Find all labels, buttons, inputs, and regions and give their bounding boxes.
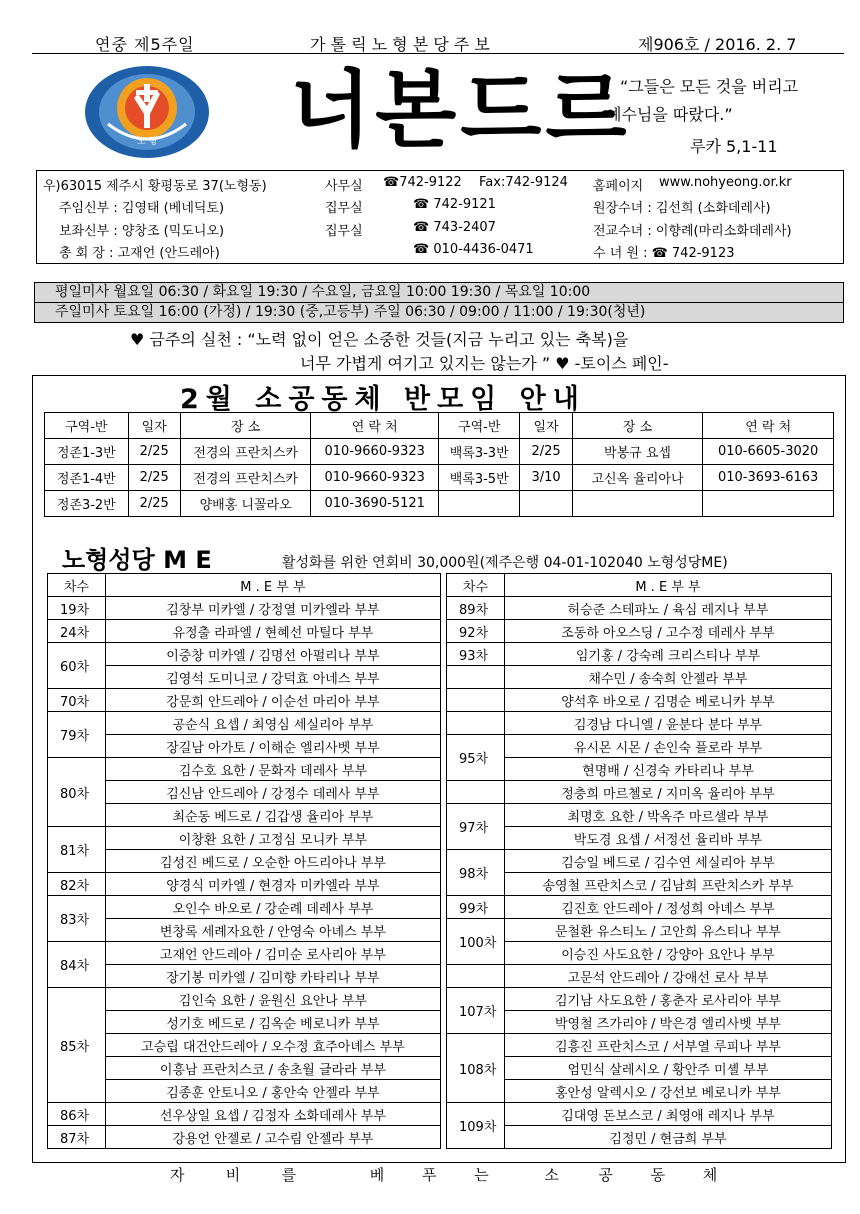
table-row — [447, 1011, 832, 1034]
assistant-pastor: 보좌신부 : 양창조 (믹도니오) — [59, 224, 225, 239]
couple-cell: 조동하 아오스딩 / 고수정 데레사 부부 — [504, 620, 831, 643]
round-cell: 100차 — [447, 919, 505, 965]
couple-cell: 고승립 대건안드레아 / 오수정 효주아녜스 부부 — [105, 1034, 440, 1057]
table-row — [447, 666, 832, 689]
couple-cell: 채수민 / 송숙희 안젤라 부부 — [504, 666, 831, 689]
table-cell: 전경의 프란치스카 — [180, 465, 311, 491]
table-row — [447, 988, 832, 1011]
couple-cell: 김창부 미카엘 / 강정열 미카엘라 부부 — [105, 597, 440, 620]
table-row — [45, 465, 834, 491]
round-cell — [447, 965, 505, 988]
table-cell: 박봉규 요셉 — [572, 439, 703, 465]
fax: Fax:742-9124 — [479, 175, 568, 190]
table-row — [48, 735, 441, 758]
col-area: 구역-반 — [438, 413, 520, 439]
col-contact: 연 락 처 — [311, 413, 438, 439]
rectory-label: 집무실 — [325, 201, 363, 216]
couple-cell: 김영석 도미니코 / 강덕효 아네스 부부 — [105, 666, 440, 689]
table-row — [48, 712, 441, 735]
table-cell — [703, 491, 834, 517]
logo-text: 노 형 — [136, 137, 158, 147]
round-cell: 70차 — [48, 689, 106, 712]
rectory2-phone: ☎ 743-2407 — [413, 220, 496, 235]
couple-cell: 박도경 요셉 / 서정선 율리바 부부 — [504, 827, 831, 850]
table-cell: 정존1-4반 — [45, 465, 129, 491]
round-cell: 81차 — [48, 827, 106, 873]
couple-cell: 김대영 돈보스코 / 최영애 레지나 부부 — [504, 1103, 831, 1126]
meeting-table — [44, 412, 834, 517]
couple-cell: 박영철 즈가리야 / 박은경 엘리사벳 부부 — [504, 1011, 831, 1034]
round-cell: 95차 — [447, 735, 505, 781]
meeting-title: 2월 소공동체 반모임 안내 — [180, 384, 586, 415]
president-mobile: ☎ 010-4436-0471 — [413, 242, 534, 257]
table-row — [48, 827, 441, 850]
couple-cell: 송영철 프란치스코 / 김남희 프란치스카 부부 — [504, 873, 831, 896]
footer-char: 공 — [598, 1166, 613, 1184]
table-row — [48, 942, 441, 965]
table-row — [447, 965, 832, 988]
couple-cell: 김종훈 안토니오 / 홍안숙 안젤라 부부 — [105, 1080, 440, 1103]
parish-logo — [84, 64, 210, 160]
couple-cell: 장길남 아가토 / 이해순 엘리사벳 부부 — [105, 735, 440, 758]
weekly-practice-line-2: 너무 가볍게 여기고 있지는 않는가 ” ♥ -토이스 페인- — [300, 354, 669, 373]
col-date: 일자 — [128, 413, 180, 439]
couple-cell: 김흥진 프란치스코 / 서부열 루피나 부부 — [504, 1034, 831, 1057]
table-row — [447, 735, 832, 758]
quote-line-1: “그들은 모든 것을 버리고 — [620, 77, 799, 96]
issue-number: 제906호 / 2016. 2. 7 — [638, 35, 797, 54]
couple-cell: 이창환 요한 / 고정심 모니카 부부 — [105, 827, 440, 850]
round-cell: 82차 — [48, 873, 106, 896]
mass-schedule — [34, 282, 844, 323]
couple-cell: 김기남 사도요한 / 홍춘자 로사리아 부부 — [504, 988, 831, 1011]
table-cell — [520, 491, 572, 517]
table-cell: 010-9660-9323 — [311, 465, 438, 491]
table-row — [48, 1011, 441, 1034]
round-cell: 92차 — [447, 620, 505, 643]
round-cell: 108차 — [447, 1034, 505, 1103]
table-row — [48, 643, 441, 666]
table-cell: 전경의 프란치스카 — [180, 439, 311, 465]
table-row — [48, 689, 441, 712]
couple-cell: 강문희 안드레아 / 이순선 마리아 부부 — [105, 689, 440, 712]
convent: 수 녀 원 : ☎ 742-9123 — [593, 246, 735, 261]
table-row — [447, 781, 832, 804]
round-cell: 84차 — [48, 942, 106, 988]
sunday-mass: 주일미사 토요일 16:00 (가정) / 19:30 (중,고등부) 주일 06:30 / 09:00 / 11:00 / 19:30(청년) — [35, 302, 843, 322]
header-divider — [32, 53, 844, 54]
footer-char: 자 — [170, 1166, 185, 1184]
table-row — [48, 873, 441, 896]
table-row — [447, 1034, 832, 1057]
couple-cell: 김승일 베드로 / 김수연 세실리아 부부 — [504, 850, 831, 873]
table-row — [447, 804, 832, 827]
table-cell: 정존1-3반 — [45, 439, 129, 465]
footer-char: 를 — [281, 1166, 297, 1184]
couple-cell: 유시몬 시몬 / 손인숙 플로라 부부 — [504, 735, 831, 758]
table-row — [45, 439, 834, 465]
round-cell: 99차 — [447, 896, 505, 919]
table-cell: 정존3-2반 — [45, 491, 129, 517]
round-cell: 85차 — [48, 988, 106, 1103]
couple-cell: 양석후 바오로 / 김명순 베로니카 부부 — [504, 689, 831, 712]
table-row — [447, 873, 832, 896]
table-cell: 2/25 — [128, 465, 180, 491]
table-row — [48, 1080, 441, 1103]
table-row — [48, 850, 441, 873]
couple-cell: 고재언 안드레아 / 김미순 로사리아 부부 — [105, 942, 440, 965]
couple-cell: 문철환 유스티노 / 고안희 유스티나 부부 — [504, 919, 831, 942]
couple-cell: 임기홍 / 강숙례 크리스티나 부부 — [504, 643, 831, 666]
couple-cell: 강용언 안젤로 / 고수림 안젤라 부부 — [105, 1126, 440, 1149]
round-cell — [447, 781, 505, 804]
bulletin-title: 너본드르 — [290, 61, 631, 159]
table-row — [447, 620, 832, 643]
round-cell — [447, 666, 505, 689]
col-contact: 연 락 처 — [703, 413, 834, 439]
head-sister: 원장수녀 : 김선희 (소화데레사) — [593, 201, 771, 216]
weekly-practice-line-1: ♥ 금주의 실천 : “노력 없이 얻은 소중한 것들(지금 누리고 있는 축복)을 — [130, 330, 629, 349]
footer-char: 체 — [702, 1166, 718, 1184]
round-cell: 98차 — [447, 850, 505, 896]
couple-cell: 유정출 라파엘 / 현혜선 마틸다 부부 — [105, 620, 440, 643]
table-row — [447, 643, 832, 666]
couple-cell: 김신남 안드레아 / 강정수 데레사 부부 — [105, 781, 440, 804]
couple-cell: 고문석 안드레아 / 강애선 로사 부부 — [504, 965, 831, 988]
couple-cell: 성기호 베드로 / 김옥순 베로니카 부부 — [105, 1011, 440, 1034]
couple-cell: 김성진 베드로 / 오순한 아드리아나 부부 — [105, 850, 440, 873]
table-cell: 백록3-3반 — [438, 439, 520, 465]
table-row — [447, 1057, 832, 1080]
couple-cell: 공순식 요셉 / 최영심 세실리아 부부 — [105, 712, 440, 735]
mission-sister: 전교수녀 : 이향례(마리소화데레사) — [593, 224, 792, 239]
table-cell — [572, 491, 703, 517]
table-row — [447, 1103, 832, 1126]
round-cell: 19차 — [48, 597, 106, 620]
table-row — [48, 919, 441, 942]
table-row — [447, 597, 832, 620]
table-row — [447, 758, 832, 781]
couple-cell: 이승진 사도요한 / 강양아 요안나 부부 — [504, 942, 831, 965]
parish-info-box — [36, 170, 844, 264]
table-row — [447, 1126, 832, 1149]
table-row — [48, 1103, 441, 1126]
rectory2-label: 집무실 — [325, 224, 363, 239]
table-cell: 2/25 — [128, 439, 180, 465]
council-president: 총 회 장 : 고재언 (안드레아) — [59, 246, 220, 261]
couple-cell: 김수호 요한 / 문화자 데레사 부부 — [105, 758, 440, 781]
bulletin-name: 가 톨 릭 노 형 본 당 주 보 — [310, 35, 490, 54]
couple-cell: 홍안성 알렉시오 / 강선보 베로니카 부부 — [504, 1080, 831, 1103]
table-row — [48, 781, 441, 804]
couple-cell: 엄민식 살레시오 / 황안주 미셸 부부 — [504, 1057, 831, 1080]
col-couple: M . E 부 부 — [105, 574, 440, 597]
couple-cell: 김정민 / 현금희 부부 — [504, 1126, 831, 1149]
couple-cell: 허승준 스테파노 / 육심 레지나 부부 — [504, 597, 831, 620]
table-row — [447, 1080, 832, 1103]
couple-cell: 변창록 세례자요한 / 안영숙 아녜스 부부 — [105, 919, 440, 942]
footer-char: 베 — [369, 1166, 385, 1184]
address: 우)63015 제주시 황평동로 37(노형동) — [43, 179, 267, 194]
footer-char: 는 — [474, 1166, 489, 1184]
me-title: 노형성당 M E — [62, 546, 212, 574]
round-cell — [447, 689, 505, 712]
office-phone: ☎742-9122 — [383, 175, 462, 190]
quote-reference: 루카 5,1-11 — [690, 137, 778, 156]
table-cell: 백록3-5반 — [438, 465, 520, 491]
table-cell: 010-6605-3020 — [703, 439, 834, 465]
couple-cell: 양경식 미카엘 / 현경자 미카엘라 부부 — [105, 873, 440, 896]
meeting-header-row — [45, 413, 834, 439]
table-cell: 2/25 — [520, 439, 572, 465]
col-round: 차수 — [48, 574, 106, 597]
round-cell: 24차 — [48, 620, 106, 643]
table-cell: 양배홍 니꼴라오 — [180, 491, 311, 517]
round-cell: 107차 — [447, 988, 505, 1034]
me-header-row — [48, 574, 441, 597]
table-row — [48, 1126, 441, 1149]
couple-cell: 장기봉 미카엘 / 김미향 카타리나 부부 — [105, 965, 440, 988]
round-cell: 60차 — [48, 643, 106, 689]
table-row — [447, 896, 832, 919]
table-cell: 010-9660-9323 — [311, 439, 438, 465]
round-cell: 83차 — [48, 896, 106, 942]
couple-cell: 최순동 베드로 / 김갑생 율리아 부부 — [105, 804, 440, 827]
table-row — [48, 758, 441, 781]
round-cell: 79차 — [48, 712, 106, 758]
round-cell: 89차 — [447, 597, 505, 620]
footer-char: 비 — [225, 1166, 241, 1184]
table-row — [48, 1057, 441, 1080]
table-row — [48, 965, 441, 988]
me-subtitle: 활성화를 위한 연회비 30,000원(제주은행 04-01-102040 노형성당ME) — [282, 555, 728, 571]
table-row — [447, 689, 832, 712]
table-cell — [438, 491, 520, 517]
couple-cell: 김인숙 요한 / 윤원신 요안나 부부 — [105, 988, 440, 1011]
table-cell: 고신옥 율리아나 — [572, 465, 703, 491]
couple-cell: 이중창 미카엘 / 김명선 아펄리나 부부 — [105, 643, 440, 666]
office-label: 사무실 — [325, 179, 363, 194]
round-cell: 87차 — [48, 1126, 106, 1149]
col-area: 구역-반 — [45, 413, 129, 439]
table-row — [48, 804, 441, 827]
round-cell: 97차 — [447, 804, 505, 850]
footer-char: 푸 — [422, 1166, 437, 1184]
round-cell: 109차 — [447, 1103, 505, 1149]
table-row — [447, 712, 832, 735]
me-table-left — [47, 573, 441, 1149]
col-date: 일자 — [520, 413, 572, 439]
col-place: 장 소 — [180, 413, 311, 439]
couple-cell: 이흥남 프란치스코 / 송초월 글라라 부부 — [105, 1057, 440, 1080]
footer-char: 소 — [544, 1166, 559, 1184]
table-row — [48, 620, 441, 643]
couple-cell: 김경남 다니엘 / 윤분다 분다 부부 — [504, 712, 831, 735]
table-row — [48, 666, 441, 689]
pastor: 주임신부 : 김영태 (베네딕토) — [59, 201, 225, 216]
footer-slogan — [170, 1164, 718, 1184]
couple-cell: 김진호 안드레아 / 정성희 아녜스 부부 — [504, 896, 831, 919]
col-round: 차수 — [447, 574, 505, 597]
footer-char: 동 — [650, 1166, 666, 1184]
round-cell: 93차 — [447, 643, 505, 666]
table-row — [447, 919, 832, 942]
couple-cell: 오인수 바오로 / 강순례 데레사 부부 — [105, 896, 440, 919]
me-table-right — [446, 573, 832, 1149]
col-couple: M . E 부 부 — [504, 574, 831, 597]
table-row — [48, 896, 441, 919]
table-row — [48, 597, 441, 620]
table-cell: 3/10 — [520, 465, 572, 491]
table-cell: 010-3690-5121 — [311, 491, 438, 517]
round-cell — [447, 712, 505, 735]
table-row — [45, 491, 834, 517]
me-header-row — [447, 574, 832, 597]
table-cell: 2/25 — [128, 491, 180, 517]
round-cell: 86차 — [48, 1103, 106, 1126]
couple-cell: 현명배 / 신경숙 카타리나 부부 — [504, 758, 831, 781]
homepage-link[interactable]: www.nohyeong.or.kr — [659, 175, 792, 190]
couple-cell: 선우상일 요셉 / 김정자 소화데레사 부부 — [105, 1103, 440, 1126]
table-cell: 010-3693-6163 — [703, 465, 834, 491]
round-cell: 80차 — [48, 758, 106, 827]
col-place: 장 소 — [572, 413, 703, 439]
table-row — [447, 850, 832, 873]
homepage-label: 홈페이지 — [593, 179, 644, 194]
quote-line-2: 예수님을 따랐다.” — [606, 105, 733, 124]
week-label: 연중 제5주일 — [95, 35, 195, 54]
table-row — [447, 827, 832, 850]
rectory-phone: ☎ 742-9121 — [413, 197, 496, 212]
couple-cell: 정충희 마르첼로 / 지미옥 율리아 부부 — [504, 781, 831, 804]
table-row — [48, 988, 441, 1011]
couple-cell: 최명호 요한 / 박옥주 마르셀라 부부 — [504, 804, 831, 827]
weekday-mass: 평일미사 월요일 06:30 / 화요일 19:30 / 수요일, 금요일 10:00 19:30 / 목요일 10:00 — [55, 284, 591, 300]
table-row — [48, 1034, 441, 1057]
table-row — [447, 942, 832, 965]
